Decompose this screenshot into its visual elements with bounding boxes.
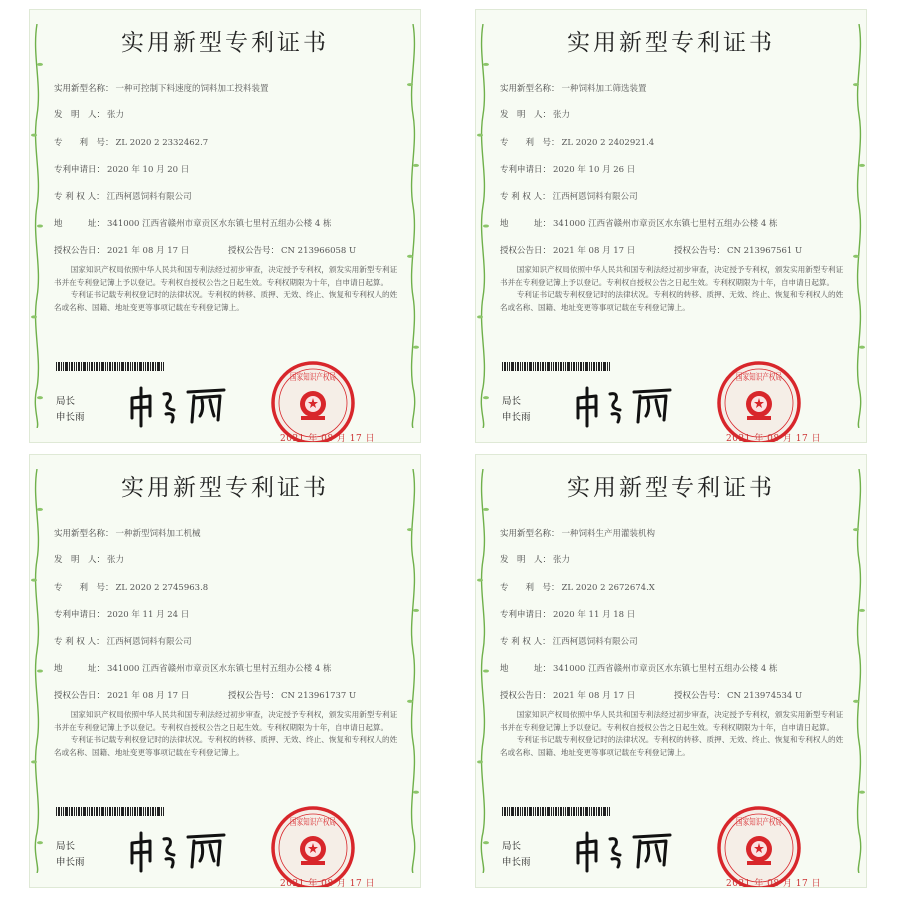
patentee-value: 江西柯恩饲料有限公司 (106, 637, 192, 647)
filing-date-row (500, 163, 635, 175)
patentee-row (54, 190, 192, 202)
filing-date-value: 2020 年 11 月 18 日 (553, 610, 636, 620)
inventor-value: 张力 (553, 555, 571, 565)
announcement-row (54, 689, 404, 701)
patent-number-value: ZL 2020 2 2402921.4 (561, 138, 655, 148)
inventor-row (54, 108, 124, 120)
patentee-label: 专 利 权 人： (54, 637, 105, 647)
vine-border-right (406, 469, 420, 873)
address-value: 341000 江西省赣州市章贡区水东镇七里村五组办公楼 4 栋 (553, 219, 778, 229)
name-value: 一种可控制下料速度的饲料加工投料装置 (115, 84, 269, 94)
legal-paragraph-1: 国家知识产权局依照中华人民共和国专利法经过初步审查，决定授予专利权，颁发实用新型专利证书并在专利登记簿上予以登记。专利权自授权公告之日起生效。专利权期限为十年，自申请日起算。 (500, 710, 844, 732)
director-name: 申长雨 (502, 857, 531, 868)
legal-paragraph-1: 国家知识产权局依照中华人民共和国专利法经过初步审查，决定授予专利权，颁发实用新型专利证书并在专利登记簿上予以登记。专利权自授权公告之日起生效。专利权期限为十年，自申请日起算。 (500, 265, 844, 287)
legal-text (54, 709, 398, 759)
announce-date-label: 授权公告日： (54, 246, 106, 256)
state-ip-office-seal (716, 360, 802, 442)
director-block (56, 839, 85, 871)
inventor-value: 张力 (553, 110, 571, 120)
address-label: 地 址： (500, 219, 552, 229)
stamp-date: 2021 年 08 月 17 日 (726, 434, 822, 442)
filing-date-label: 专利申请日： (54, 610, 106, 620)
barcode (56, 362, 164, 371)
patent-number-value: ZL 2020 2 2332462.7 (115, 138, 209, 148)
inventor-label: 发 明 人： (500, 110, 552, 120)
barcode (502, 362, 610, 371)
patent-number-label: 专 利 号： (500, 138, 560, 148)
name-value: 一种饲料加工筛选装置 (561, 84, 647, 94)
inventor-label: 发 明 人： (54, 110, 106, 120)
name-label: 实用新型名称： (54, 529, 114, 539)
director-title: 局长 (502, 396, 522, 407)
director-block (502, 394, 531, 426)
inventor-label: 发 明 人： (54, 555, 106, 565)
patent-number-label: 专 利 号： (54, 583, 114, 593)
legal-paragraph-2: 专利证书记载专利权登记时的法律状况。专利权的转移、质押、无效、终止、恢复和专利权人的姓名或名称、国籍、地址变更等事项记载在专利登记簿上。 (500, 735, 844, 757)
inventor-row (500, 108, 570, 120)
legal-text (500, 264, 844, 314)
inventor-row (500, 553, 570, 565)
filing-date-label: 专利申请日： (500, 610, 552, 620)
utility-model-name-row (500, 527, 655, 539)
filing-date-value: 2020 年 11 月 24 日 (107, 610, 190, 620)
patentee-value: 江西柯恩饲料有限公司 (552, 192, 638, 202)
announcement-row (500, 689, 850, 701)
utility-model-name-row (54, 82, 269, 94)
address-value: 341000 江西省赣州市章贡区水东镇七里村五组办公楼 4 栋 (553, 664, 778, 674)
address-label: 地 址： (500, 664, 552, 674)
legal-text (54, 264, 398, 314)
legal-paragraph-2: 专利证书记载专利权登记时的法律状况。专利权的转移、质押、无效、终止、恢复和专利权人的姓名或名称、国籍、地址变更等事项记载在专利登记簿上。 (500, 290, 844, 312)
seal-text: 国家知识产权局 (736, 818, 800, 828)
legal-paragraph-1: 国家知识产权局依照中华人民共和国专利法经过初步审查，决定授予专利权，颁发实用新型专利证书并在专利登记簿上予以登记。专利权自授权公告之日起生效。专利权期限为十年，自申请日起算。 (54, 710, 398, 732)
filing-date-row (54, 608, 189, 620)
inventor-label: 发 明 人： (500, 555, 552, 565)
filing-date-value: 2020 年 10 月 26 日 (553, 165, 636, 175)
filing-date-label: 专利申请日： (54, 165, 106, 175)
director-block (502, 839, 531, 871)
announce-date-value: 2021 年 08 月 17 日 (553, 691, 636, 701)
patent-number-label: 专 利 号： (54, 138, 114, 148)
filing-date-label: 专利申请日： (500, 165, 552, 175)
director-signature (568, 382, 678, 430)
announce-date-value: 2021 年 08 月 17 日 (107, 246, 190, 256)
utility-model-name-row (500, 82, 647, 94)
vine-border-right (406, 24, 420, 428)
address-label: 地 址： (54, 219, 106, 229)
state-ip-office-seal (270, 805, 356, 887)
director-title: 局长 (56, 841, 76, 852)
director-block (56, 394, 85, 426)
inventor-row (54, 553, 124, 565)
legal-paragraph-2: 专利证书记载专利权登记时的法律状况。专利权的转移、质押、无效、终止、恢复和专利权人的姓名或名称、国籍、地址变更等事项记载在专利登记簿上。 (54, 735, 398, 757)
inventor-value: 张力 (107, 110, 125, 120)
patent-certificate (476, 455, 866, 887)
director-title: 局长 (502, 841, 522, 852)
address-value: 341000 江西省赣州市章贡区水东镇七里村五组办公楼 4 栋 (107, 664, 332, 674)
name-value: 一种新型饲料加工机械 (115, 529, 201, 539)
barcode (56, 807, 164, 816)
utility-model-name-row (54, 527, 201, 539)
director-title: 局长 (56, 396, 76, 407)
announce-number-value: CN 213967561 U (727, 246, 803, 256)
patentee-row (500, 635, 638, 647)
certificate-title: 实用新型专利证书 (567, 30, 775, 56)
announce-number-label: 授权公告号： (228, 691, 280, 701)
name-label: 实用新型名称： (500, 529, 560, 539)
announce-number-value: CN 213961737 U (281, 691, 357, 701)
vine-border-left (30, 469, 44, 873)
state-ip-office-seal (270, 360, 356, 442)
certificate-title: 实用新型专利证书 (567, 475, 775, 501)
name-label: 实用新型名称： (54, 84, 114, 94)
director-signature (122, 827, 232, 875)
address-row (54, 217, 331, 229)
announce-date-value: 2021 年 08 月 17 日 (107, 691, 190, 701)
address-label: 地 址： (54, 664, 106, 674)
certificate-title: 实用新型专利证书 (121, 475, 329, 501)
announce-date-label: 授权公告日： (54, 691, 106, 701)
name-label: 实用新型名称： (500, 84, 560, 94)
patent-number-value: ZL 2020 2 2745963.8 (115, 583, 209, 593)
inventor-value: 张力 (107, 555, 125, 565)
address-value: 341000 江西省赣州市章贡区水东镇七里村五组办公楼 4 栋 (107, 219, 332, 229)
director-signature (568, 827, 678, 875)
patent-certificate (476, 10, 866, 442)
director-signature (122, 382, 232, 430)
stamp-date: 2021 年 08 月 17 日 (726, 879, 822, 887)
filing-date-row (54, 163, 189, 175)
announce-date-label: 授权公告日： (500, 691, 552, 701)
vine-border-left (476, 469, 490, 873)
director-name: 申长雨 (502, 412, 531, 423)
patentee-row (54, 635, 192, 647)
patent-number-label: 专 利 号： (500, 583, 560, 593)
barcode (502, 807, 610, 816)
seal-text: 国家知识产权局 (290, 373, 354, 383)
announce-number-label: 授权公告号： (228, 246, 280, 256)
vine-border-right (852, 24, 866, 428)
filing-date-value: 2020 年 10 月 20 日 (107, 165, 190, 175)
name-value: 一种饲料生产用灌装机构 (561, 529, 656, 539)
announce-date-value: 2021 年 08 月 17 日 (553, 246, 636, 256)
announce-number-value: CN 213966058 U (281, 246, 357, 256)
stamp-date: 2021 年 08 月 17 日 (280, 434, 376, 442)
seal-text: 国家知识产权局 (736, 373, 800, 383)
legal-paragraph-1: 国家知识产权局依照中华人民共和国专利法经过初步审查，决定授予专利权，颁发实用新型专利证书并在专利登记簿上予以登记。专利权自授权公告之日起生效。专利权期限为十年，自申请日起算。 (54, 265, 398, 287)
patent-number-row (54, 581, 208, 593)
patentee-value: 江西柯恩饲料有限公司 (552, 637, 638, 647)
vine-border-right (852, 469, 866, 873)
patent-number-row (500, 581, 655, 593)
filing-date-row (500, 608, 635, 620)
announce-number-label: 授权公告号： (674, 246, 726, 256)
address-row (500, 662, 777, 674)
director-name: 申长雨 (56, 412, 85, 423)
patent-number-row (54, 136, 208, 148)
certificate-title: 实用新型专利证书 (121, 30, 329, 56)
patent-certificate (30, 10, 420, 442)
patent-number-row (500, 136, 654, 148)
stamp-date: 2021 年 08 月 17 日 (280, 879, 376, 887)
patent-number-value: ZL 2020 2 2672674.X (561, 583, 655, 593)
state-ip-office-seal (716, 805, 802, 887)
vine-border-left (30, 24, 44, 428)
patentee-label: 专 利 权 人： (500, 637, 551, 647)
patentee-value: 江西柯恩饲料有限公司 (106, 192, 192, 202)
announcement-row (500, 244, 850, 256)
director-name: 申长雨 (56, 857, 85, 868)
patentee-label: 专 利 权 人： (54, 192, 105, 202)
address-row (54, 662, 331, 674)
patentee-label: 专 利 权 人： (500, 192, 551, 202)
announce-number-label: 授权公告号： (674, 691, 726, 701)
announce-date-label: 授权公告日： (500, 246, 552, 256)
patent-certificate (30, 455, 420, 887)
vine-border-left (476, 24, 490, 428)
legal-text (500, 709, 844, 759)
legal-paragraph-2: 专利证书记载专利权登记时的法律状况。专利权的转移、质押、无效、终止、恢复和专利权人的姓名或名称、国籍、地址变更等事项记载在专利登记簿上。 (54, 290, 398, 312)
announcement-row (54, 244, 404, 256)
patentee-row (500, 190, 638, 202)
seal-text: 国家知识产权局 (290, 818, 354, 828)
address-row (500, 217, 777, 229)
announce-number-value: CN 213974534 U (727, 691, 803, 701)
